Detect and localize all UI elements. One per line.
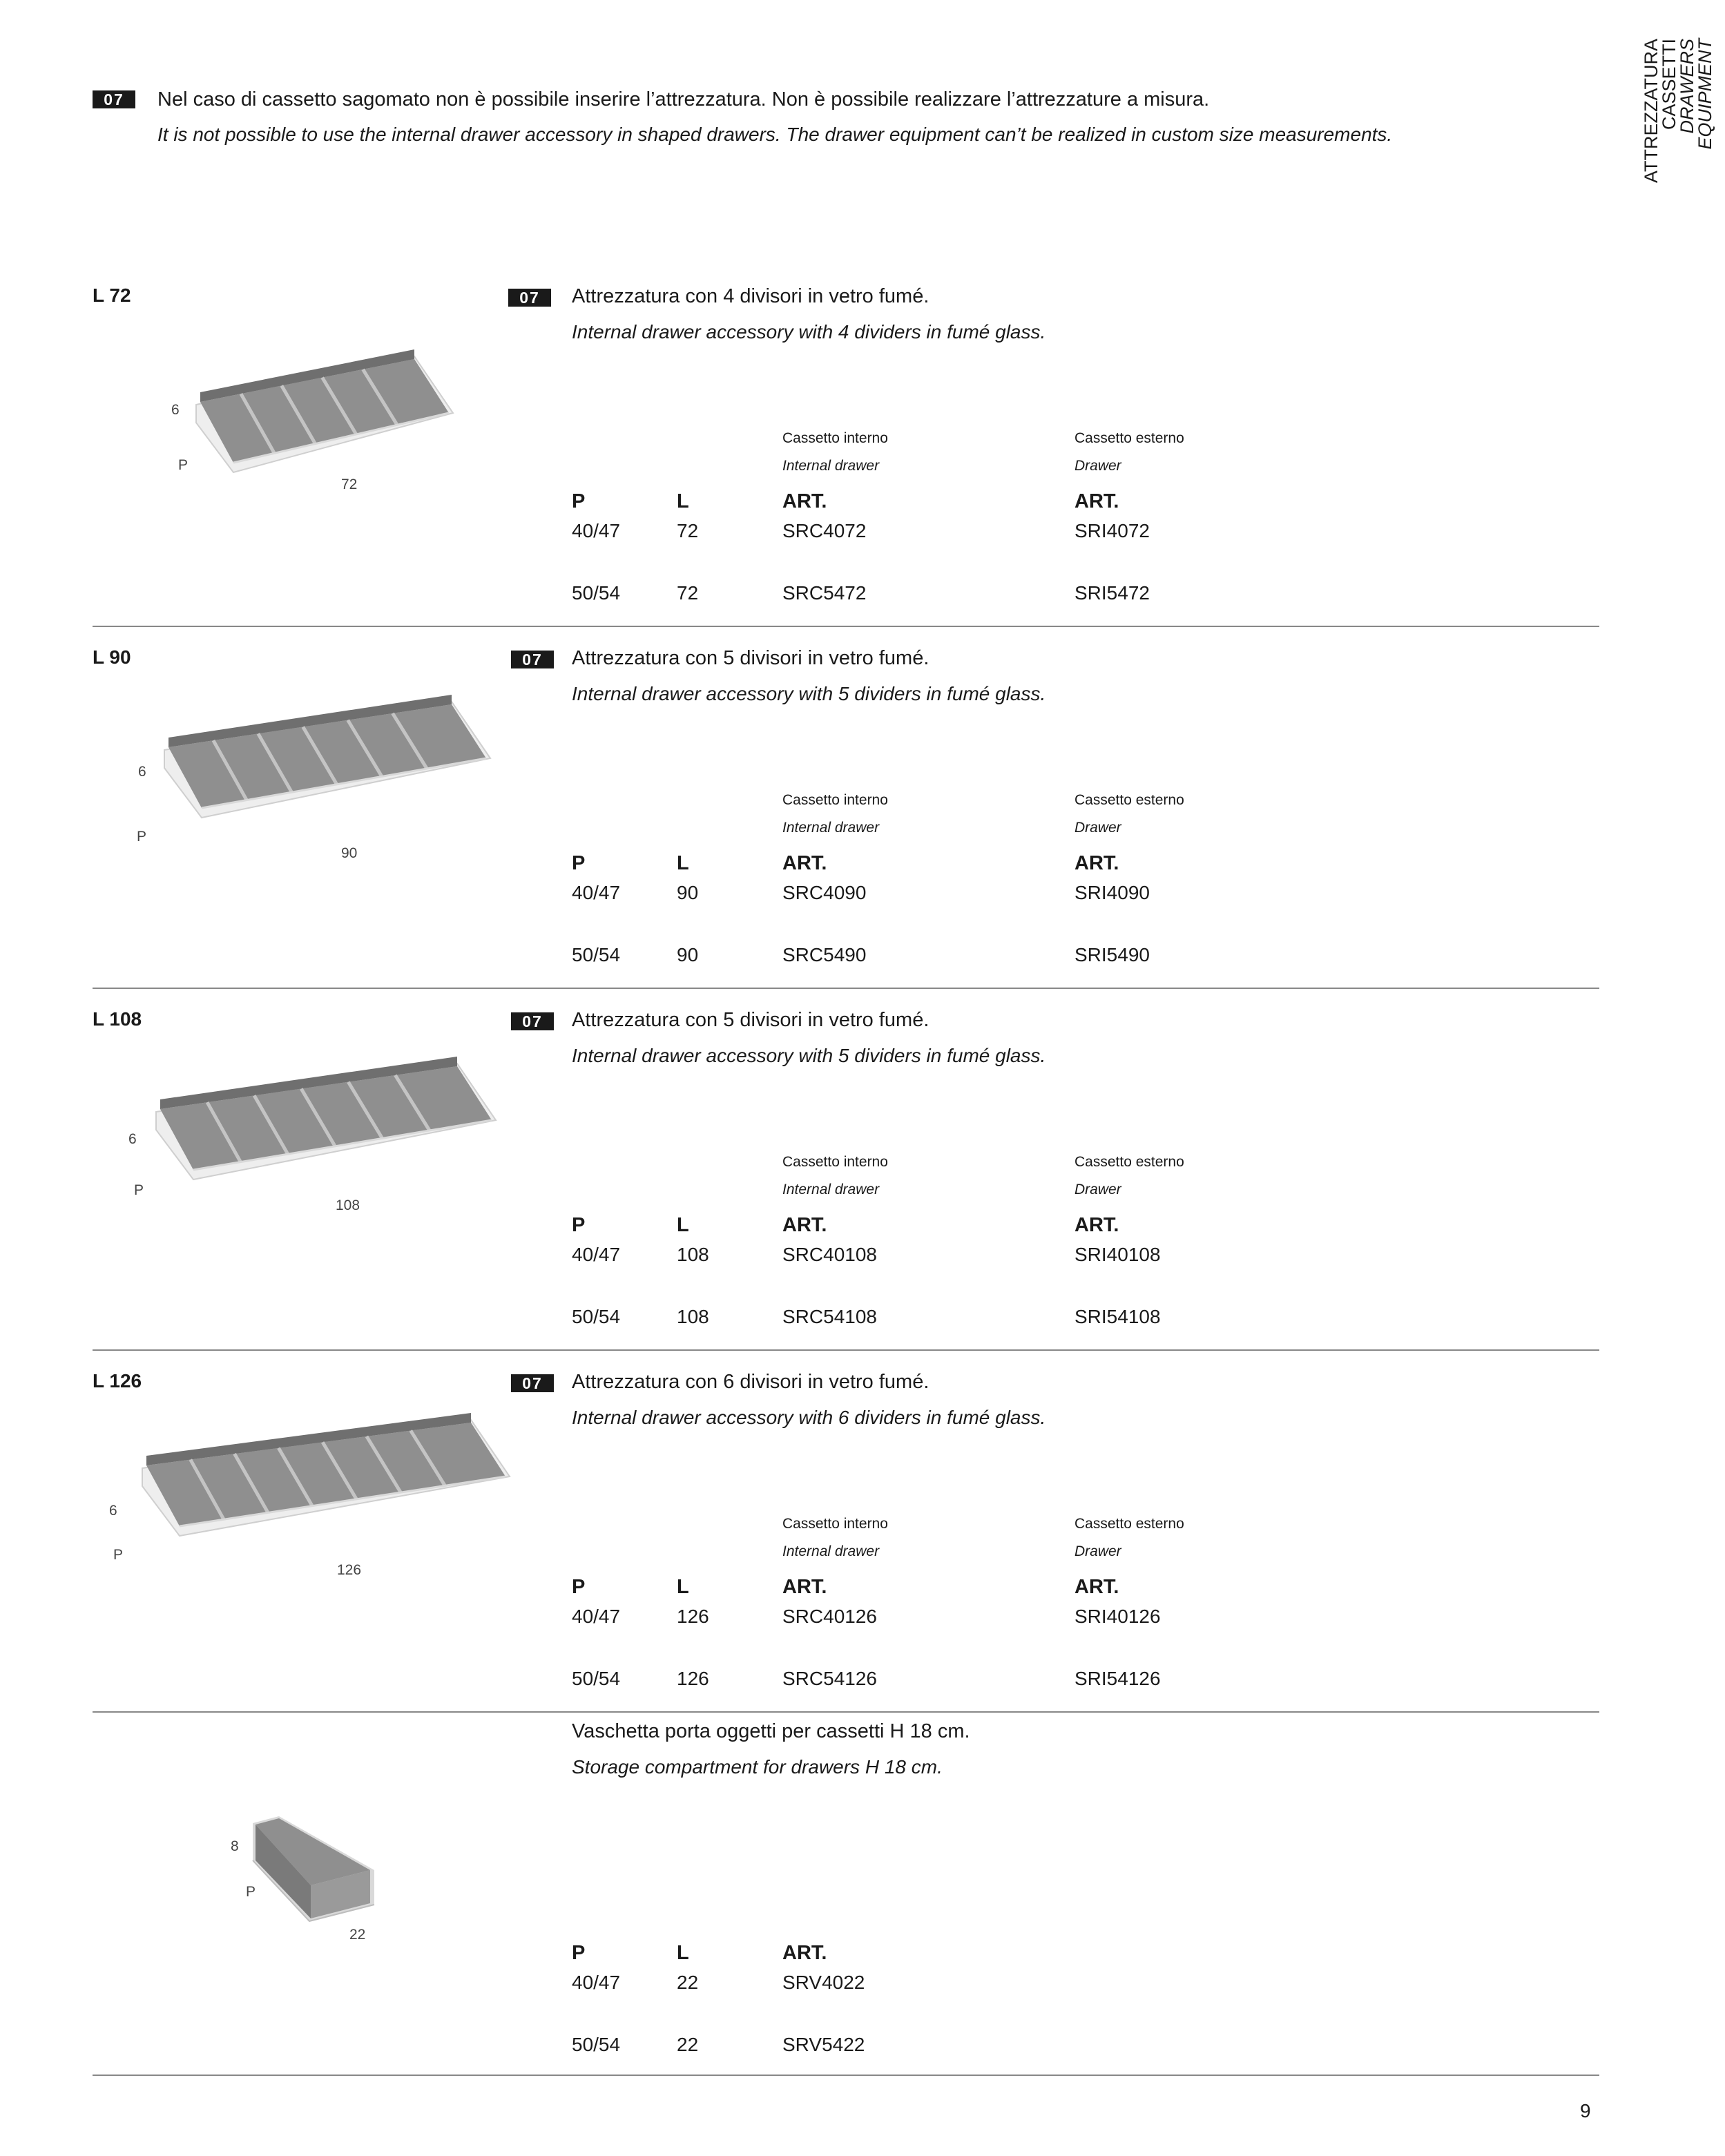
col-internal-it-3: Cassetto interno <box>782 1154 888 1170</box>
table-row-2-2-external: SRI5490 <box>1074 944 1150 965</box>
table-row-3-1-external: SRI40108 <box>1074 1244 1161 1265</box>
table-row-4-1-external: SRI40126 <box>1074 1606 1161 1627</box>
table-row-3-1-p: 40/47 <box>572 1244 621 1265</box>
table-row-1-1-p: 40/47 <box>572 520 621 541</box>
dim-depth-1: P <box>178 457 189 473</box>
col-external-it-3: Cassetto esterno <box>1074 1154 1184 1170</box>
col-art-external-4: ART. <box>1074 1576 1119 1598</box>
section-label-1: L 72 <box>93 285 131 306</box>
section-badge-4: 07 <box>511 1374 554 1392</box>
storage-row-1-art: SRV4022 <box>782 1972 865 1993</box>
col-l-2: L <box>677 852 689 874</box>
col-p-1: P <box>572 490 586 512</box>
table-row-4-2-external: SRI54126 <box>1074 1668 1161 1689</box>
col-l-4: L <box>677 1576 689 1598</box>
table-row-1-2-external: SRI5472 <box>1074 582 1150 604</box>
table-row-2-1-p: 40/47 <box>572 882 621 903</box>
storage-row-2-l: 22 <box>677 2034 699 2055</box>
table-row-4-1-internal: SRC40126 <box>782 1606 877 1627</box>
dim-width-1: 72 <box>341 477 358 492</box>
dim-height-1: 6 <box>171 402 180 418</box>
section-desc-italian-3: Attrezzatura con 5 divisori in vetro fumé. <box>572 1009 929 1031</box>
drawer-accessory-drawing-1 <box>186 359 463 497</box>
table-row-3-2-internal: SRC54108 <box>782 1306 877 1327</box>
side-label-line-1: ATTREZZATURA <box>1641 39 1661 183</box>
col-external-en-4: Drawer <box>1074 1543 1121 1559</box>
col-external-it-4: Cassetto esterno <box>1074 1516 1184 1532</box>
section-desc-english-1: Internal drawer accessory with 4 dividers in fumé glass. <box>572 321 1046 343</box>
side-label-line-3: DRAWERS <box>1677 39 1697 134</box>
storage-row-2-p: 50/54 <box>572 2034 621 2055</box>
storage-row-1-l: 22 <box>677 1972 699 1993</box>
table-row-2-1-l: 90 <box>677 882 699 903</box>
col-internal-en-4: Internal drawer <box>782 1543 880 1559</box>
dim-depth-2: P <box>137 829 147 845</box>
table-row-3-1-l: 108 <box>677 1244 709 1265</box>
col-internal-en-3: Internal drawer <box>782 1182 880 1197</box>
table-row-1-2-p: 50/54 <box>572 582 621 604</box>
table-row-3-2-l: 108 <box>677 1306 709 1327</box>
table-row-4-2-l: 126 <box>677 1668 709 1689</box>
col-p-3: P <box>572 1214 586 1236</box>
section-divider-3 <box>93 1349 1599 1351</box>
section-desc-italian-2: Attrezzatura con 5 divisori in vetro fumé. <box>572 647 929 669</box>
storage-dim-height: 8 <box>231 1838 239 1854</box>
table-row-2-2-internal: SRC5490 <box>782 944 867 965</box>
col-internal-it-1: Cassetto interno <box>782 430 888 446</box>
storage-col-p: P <box>572 1942 586 1964</box>
col-p-2: P <box>572 852 586 874</box>
storage-col-l: L <box>677 1942 689 1964</box>
side-section-label <box>1642 39 1725 184</box>
table-row-1-2-l: 72 <box>677 582 699 604</box>
section-divider-4 <box>93 1711 1599 1713</box>
dim-height-4: 6 <box>109 1503 117 1519</box>
storage-divider <box>93 2075 1599 2076</box>
dim-depth-4: P <box>113 1547 124 1563</box>
table-row-1-1-external: SRI4072 <box>1074 520 1150 541</box>
col-art-external-2: ART. <box>1074 852 1119 874</box>
storage-dim-depth: P <box>246 1884 256 1900</box>
col-art-internal-1: ART. <box>782 490 827 512</box>
table-row-1-1-internal: SRC4072 <box>782 520 867 541</box>
col-art-external-3: ART. <box>1074 1214 1119 1236</box>
col-external-en-2: Drawer <box>1074 820 1121 836</box>
col-art-external-1: ART. <box>1074 490 1119 512</box>
storage-compartment-drawing <box>228 1816 394 1934</box>
table-row-4-2-p: 50/54 <box>572 1668 621 1689</box>
storage-desc-english: Storage compartment for drawers H 18 cm. <box>572 1756 943 1778</box>
dim-height-2: 6 <box>138 764 146 780</box>
col-art-internal-2: ART. <box>782 852 827 874</box>
dim-height-3: 6 <box>128 1131 137 1147</box>
table-row-4-1-l: 126 <box>677 1606 709 1627</box>
notice-english: It is not possible to use the internal drawer accessory in shaped drawers. The drawer equipment can’t be realized in custom size measurements. <box>157 124 1393 145</box>
col-p-4: P <box>572 1576 586 1598</box>
section-desc-english-4: Internal drawer accessory with 6 dividers in fumé glass. <box>572 1407 1046 1428</box>
drawer-accessory-drawing-2 <box>155 704 500 843</box>
storage-dim-width: 22 <box>349 1927 366 1943</box>
table-row-4-1-p: 40/47 <box>572 1606 621 1627</box>
table-row-2-2-p: 50/54 <box>572 944 621 965</box>
section-desc-italian-4: Attrezzatura con 6 divisori in vetro fumé. <box>572 1371 929 1393</box>
table-row-3-2-external: SRI54108 <box>1074 1306 1161 1327</box>
col-internal-en-1: Internal drawer <box>782 458 880 474</box>
col-external-it-2: Cassetto esterno <box>1074 792 1184 808</box>
col-external-it-1: Cassetto esterno <box>1074 430 1184 446</box>
storage-row-2-art: SRV5422 <box>782 2034 865 2055</box>
table-row-4-2-internal: SRC54126 <box>782 1668 877 1689</box>
table-row-3-1-internal: SRC40108 <box>782 1244 877 1265</box>
dim-width-3: 108 <box>336 1197 360 1213</box>
col-external-en-3: Drawer <box>1074 1182 1121 1197</box>
storage-col-art: ART. <box>782 1942 827 1964</box>
dim-depth-3: P <box>134 1182 144 1198</box>
section-badge-2: 07 <box>511 651 554 668</box>
section-desc-english-3: Internal drawer accessory with 5 dividers in fumé glass. <box>572 1045 1046 1066</box>
section-label-3: L 108 <box>93 1008 142 1030</box>
col-internal-it-4: Cassetto interno <box>782 1516 888 1532</box>
notice-italian: Nel caso di cassetto sagomato non è possibile inserire l’attrezzatura. Non è possibile realizzare l’attrezzature a misura. <box>157 88 1210 110</box>
section-badge-1: 07 <box>508 289 551 307</box>
col-art-internal-4: ART. <box>782 1576 827 1598</box>
col-l-3: L <box>677 1214 689 1236</box>
dim-width-4: 126 <box>337 1562 362 1578</box>
table-row-2-2-l: 90 <box>677 944 699 965</box>
table-row-1-2-internal: SRC5472 <box>782 582 867 604</box>
section-label-2: L 90 <box>93 646 131 668</box>
side-label-line-2: CASSETTI <box>1659 39 1679 131</box>
storage-row-1-p: 40/47 <box>572 1972 621 1993</box>
section-divider-1 <box>93 626 1599 627</box>
drawer-accessory-drawing-4 <box>133 1423 519 1561</box>
section-divider-2 <box>93 988 1599 989</box>
col-art-internal-3: ART. <box>782 1214 827 1236</box>
col-external-en-1: Drawer <box>1074 458 1121 474</box>
col-internal-it-2: Cassetto interno <box>782 792 888 808</box>
page-number: 9 <box>1580 2100 1591 2121</box>
section-desc-english-2: Internal drawer accessory with 5 dividers in fumé glass. <box>572 683 1046 704</box>
side-label-line-4: EQUIPMENT <box>1695 39 1715 150</box>
table-row-2-1-internal: SRC4090 <box>782 882 867 903</box>
col-internal-en-2: Internal drawer <box>782 820 880 836</box>
drawer-accessory-drawing-3 <box>146 1066 505 1204</box>
section-label-4: L 126 <box>93 1370 142 1392</box>
section-desc-italian-1: Attrezzatura con 4 divisori in vetro fumé. <box>572 285 929 307</box>
section-badge-3: 07 <box>511 1012 554 1030</box>
storage-desc-italian: Vaschetta porta oggetti per cassetti H 18 cm. <box>572 1720 970 1742</box>
side-label-text <box>1642 39 1714 184</box>
col-l-1: L <box>677 490 689 512</box>
table-row-3-2-p: 50/54 <box>572 1306 621 1327</box>
dim-width-2: 90 <box>341 845 358 861</box>
notice-badge: 07 <box>93 90 135 108</box>
table-row-2-1-external: SRI4090 <box>1074 882 1150 903</box>
table-row-1-1-l: 72 <box>677 520 699 541</box>
